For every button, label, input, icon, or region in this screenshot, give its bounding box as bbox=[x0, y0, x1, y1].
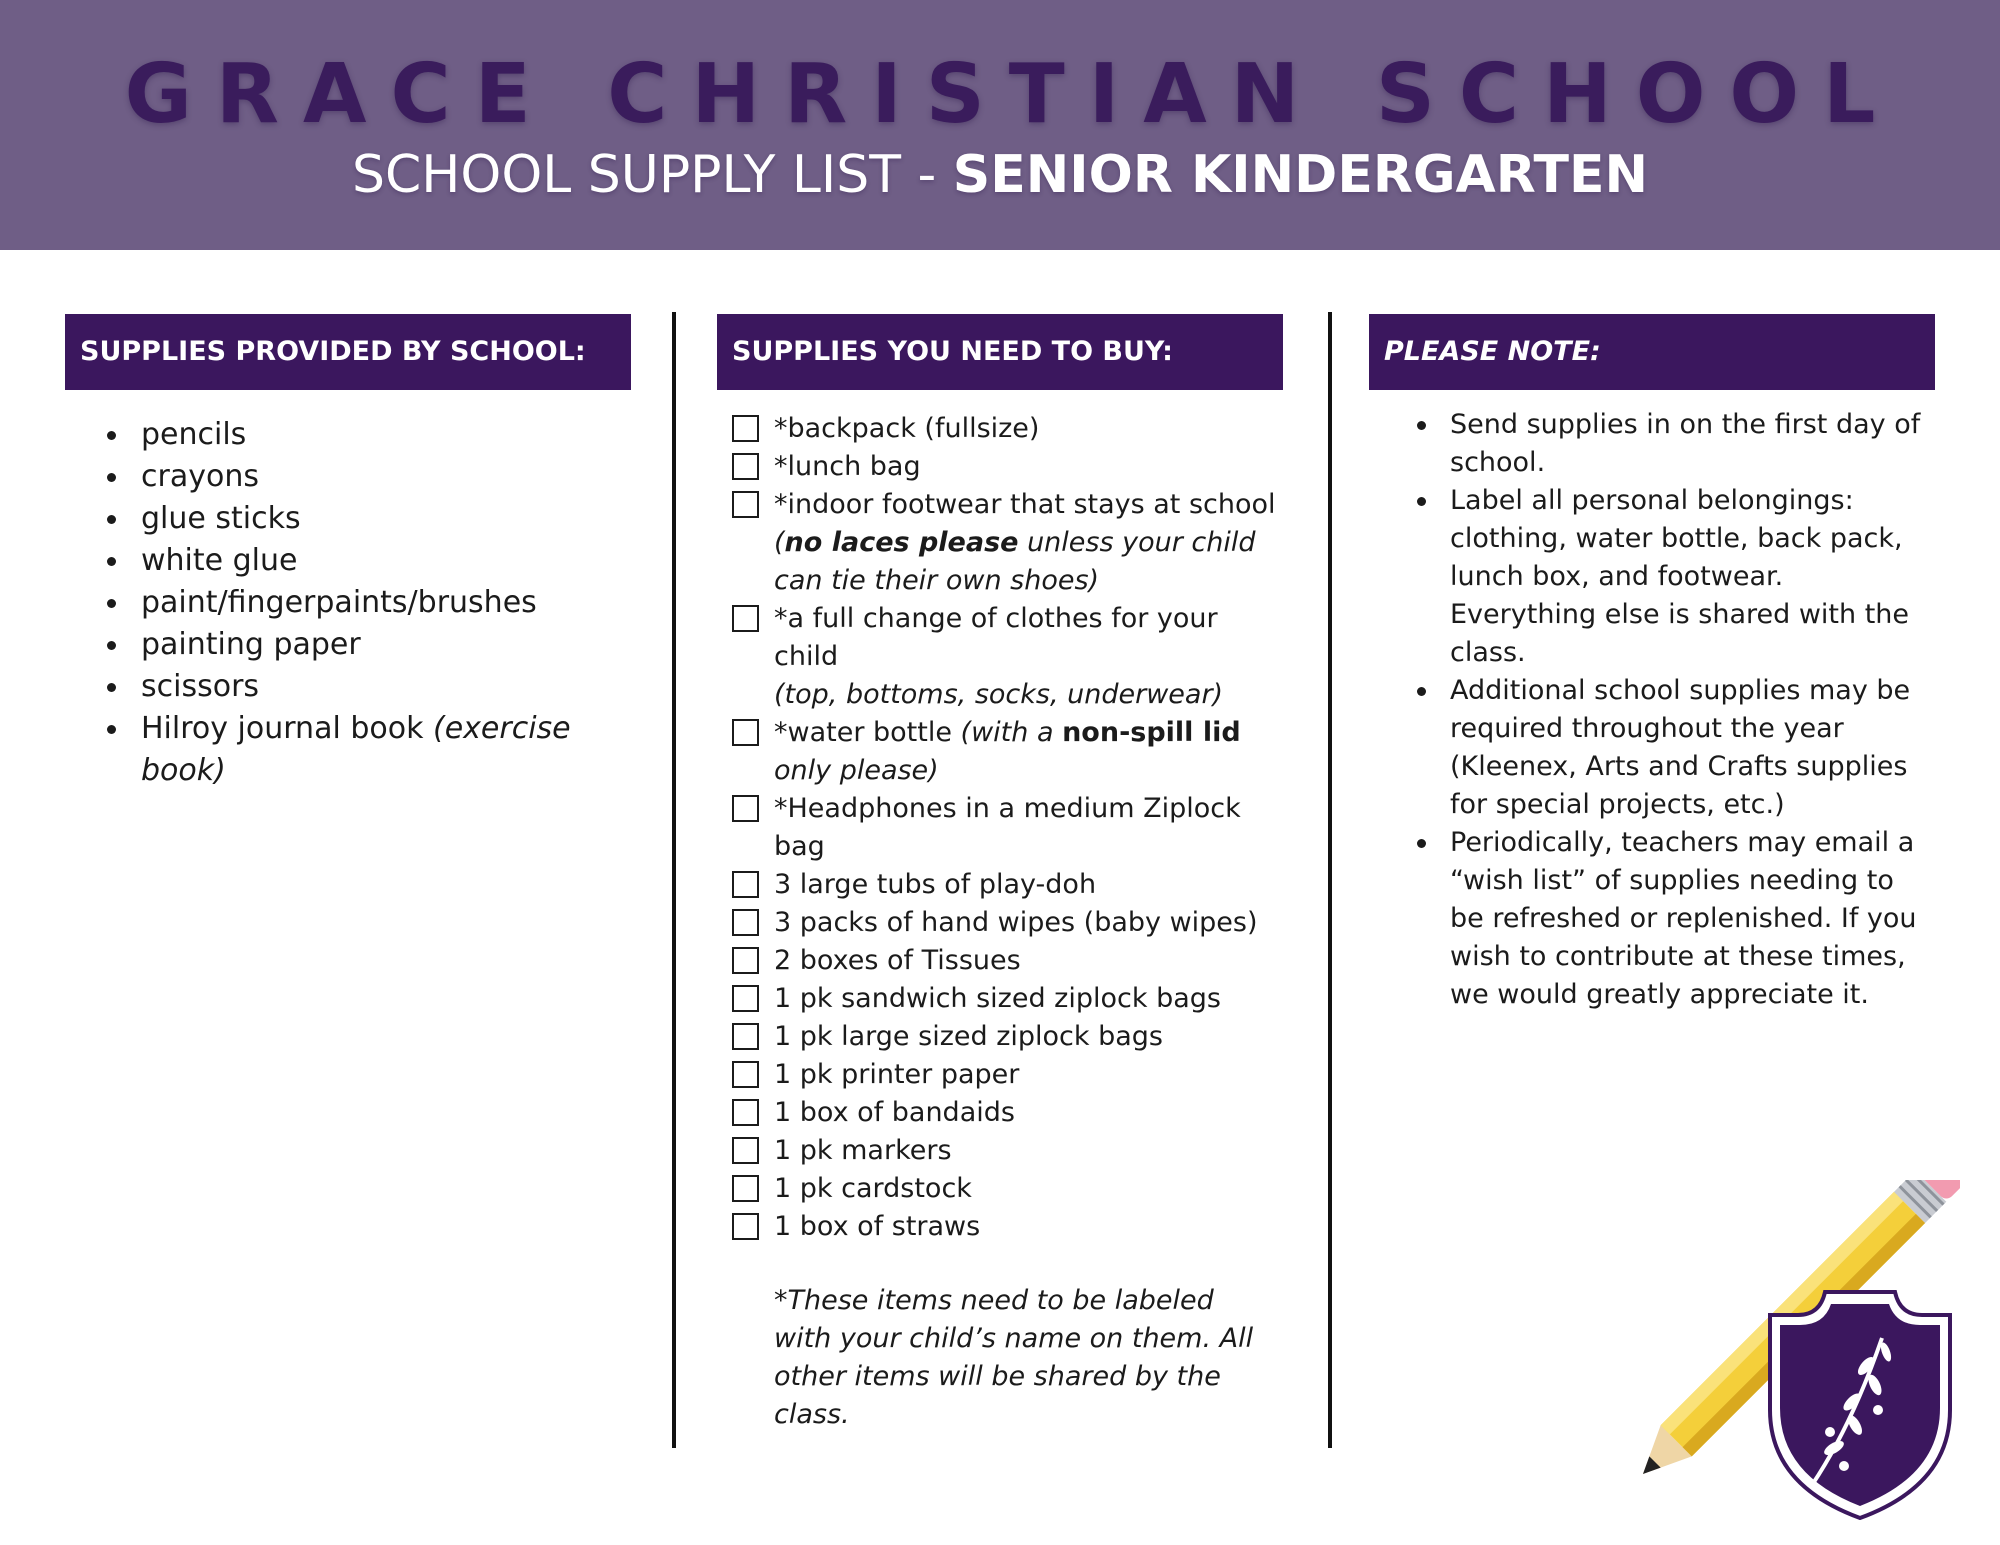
checkbox[interactable] bbox=[732, 719, 759, 746]
note-header: PLEASE NOTE: bbox=[1369, 314, 1935, 390]
checklist-item: 1 pk large sized ziplock bags bbox=[717, 1018, 1283, 1056]
provided-header: SUPPLIES PROVIDED BY SCHOOL: bbox=[65, 314, 631, 390]
subtitle-grade: SENIOR KINDERGARTEN bbox=[952, 145, 1649, 205]
list-item: Label all personal belongings: clothing, water bottle, back pack, lunch box, and footwear. Everything else is shared with the class. bbox=[1369, 482, 1935, 672]
list-item: white glue bbox=[65, 540, 631, 582]
checkbox[interactable] bbox=[732, 1137, 759, 1164]
checkbox[interactable] bbox=[732, 795, 759, 822]
checklist-item: 1 pk printer paper bbox=[717, 1056, 1283, 1094]
checkbox[interactable] bbox=[732, 453, 759, 480]
subtitle-regular: SCHOOL SUPPLY LIST - bbox=[351, 145, 953, 205]
checklist-item: 3 packs of hand wipes (baby wipes) bbox=[717, 904, 1283, 942]
header-banner bbox=[0, 0, 2000, 250]
checklist-item: 3 large tubs of play-doh bbox=[717, 866, 1283, 904]
column-divider bbox=[1328, 312, 1332, 1448]
checklist-item: *water bottle (with a non-spill lid only please) bbox=[717, 714, 1283, 790]
checklist-item: 1 pk cardstock bbox=[717, 1170, 1283, 1208]
checkbox[interactable] bbox=[732, 871, 759, 898]
checkbox[interactable] bbox=[732, 605, 759, 632]
checkbox[interactable] bbox=[732, 1175, 759, 1202]
decorative-art bbox=[1620, 1180, 1960, 1520]
list-item: paint/fingerpaints/brushes bbox=[65, 582, 631, 624]
checkbox[interactable] bbox=[732, 1061, 759, 1088]
buy-column bbox=[717, 314, 1283, 1434]
checkbox[interactable] bbox=[732, 985, 759, 1012]
checklist-item: 1 pk sandwich sized ziplock bags bbox=[717, 980, 1283, 1018]
checklist-item: *Headphones in a medium Ziplock bag bbox=[717, 790, 1283, 866]
school-name: GRACE CHRISTIAN SCHOOL bbox=[124, 47, 1900, 142]
checkbox[interactable] bbox=[732, 415, 759, 442]
item-note: (top, bottoms, socks, underwear) bbox=[774, 679, 1224, 710]
checkbox[interactable] bbox=[732, 491, 759, 518]
page-subtitle bbox=[0, 140, 2000, 210]
list-item: painting paper bbox=[65, 624, 631, 666]
list-item: scissors bbox=[65, 666, 631, 708]
checkbox[interactable] bbox=[732, 947, 759, 974]
note-list bbox=[1369, 406, 1935, 1014]
column-divider bbox=[672, 312, 676, 1448]
checklist-item: *a full change of clothes for your child (top, bottoms, socks, underwear) bbox=[717, 600, 1283, 714]
list-item: Additional school supplies may be required throughout the year (Kleenex, Arts and Crafts supplies for special projects, etc.) bbox=[1369, 672, 1935, 824]
checklist-item: *lunch bag bbox=[717, 448, 1283, 486]
checkbox[interactable] bbox=[732, 1213, 759, 1240]
provided-column bbox=[65, 314, 631, 792]
checkbox[interactable] bbox=[732, 909, 759, 936]
buy-checklist bbox=[717, 410, 1283, 1246]
list-item: pencils bbox=[65, 414, 631, 456]
list-item: Hilroy journal book (exercise book) bbox=[65, 708, 631, 792]
checklist-item: 1 box of straws bbox=[717, 1208, 1283, 1246]
list-item: Periodically, teachers may email a “wish list” of supplies needing to be refreshed or replenished. If you wish to contribute at these times, we would greatly appreciate it. bbox=[1369, 824, 1935, 1014]
item-note: (no laces please unless your child can tie their own shoes) bbox=[774, 527, 1256, 596]
provided-list bbox=[65, 414, 631, 792]
buy-header: SUPPLIES YOU NEED TO BUY: bbox=[717, 314, 1283, 390]
checklist-item: *indoor footwear that stays at school (no laces please unless your child can tie their own shoes) bbox=[717, 486, 1283, 600]
list-item: Send supplies in on the first day of school. bbox=[1369, 406, 1935, 482]
note-column bbox=[1369, 314, 1935, 1014]
checklist-item: 2 boxes of Tissues bbox=[717, 942, 1283, 980]
checkbox[interactable] bbox=[732, 1099, 759, 1126]
list-item: glue sticks bbox=[65, 498, 631, 540]
checklist-item: 1 pk markers bbox=[717, 1132, 1283, 1170]
shield-crest-icon bbox=[1770, 1292, 1950, 1518]
list-item: crayons bbox=[65, 456, 631, 498]
checklist-item: 1 box of bandaids bbox=[717, 1094, 1283, 1132]
checklist-item: *backpack (fullsize) bbox=[717, 410, 1283, 448]
label-footnote: *These items need to be labeled with your child’s name on them. All other items will be shared by the class. bbox=[774, 1285, 1254, 1430]
checkbox[interactable] bbox=[732, 1023, 759, 1050]
